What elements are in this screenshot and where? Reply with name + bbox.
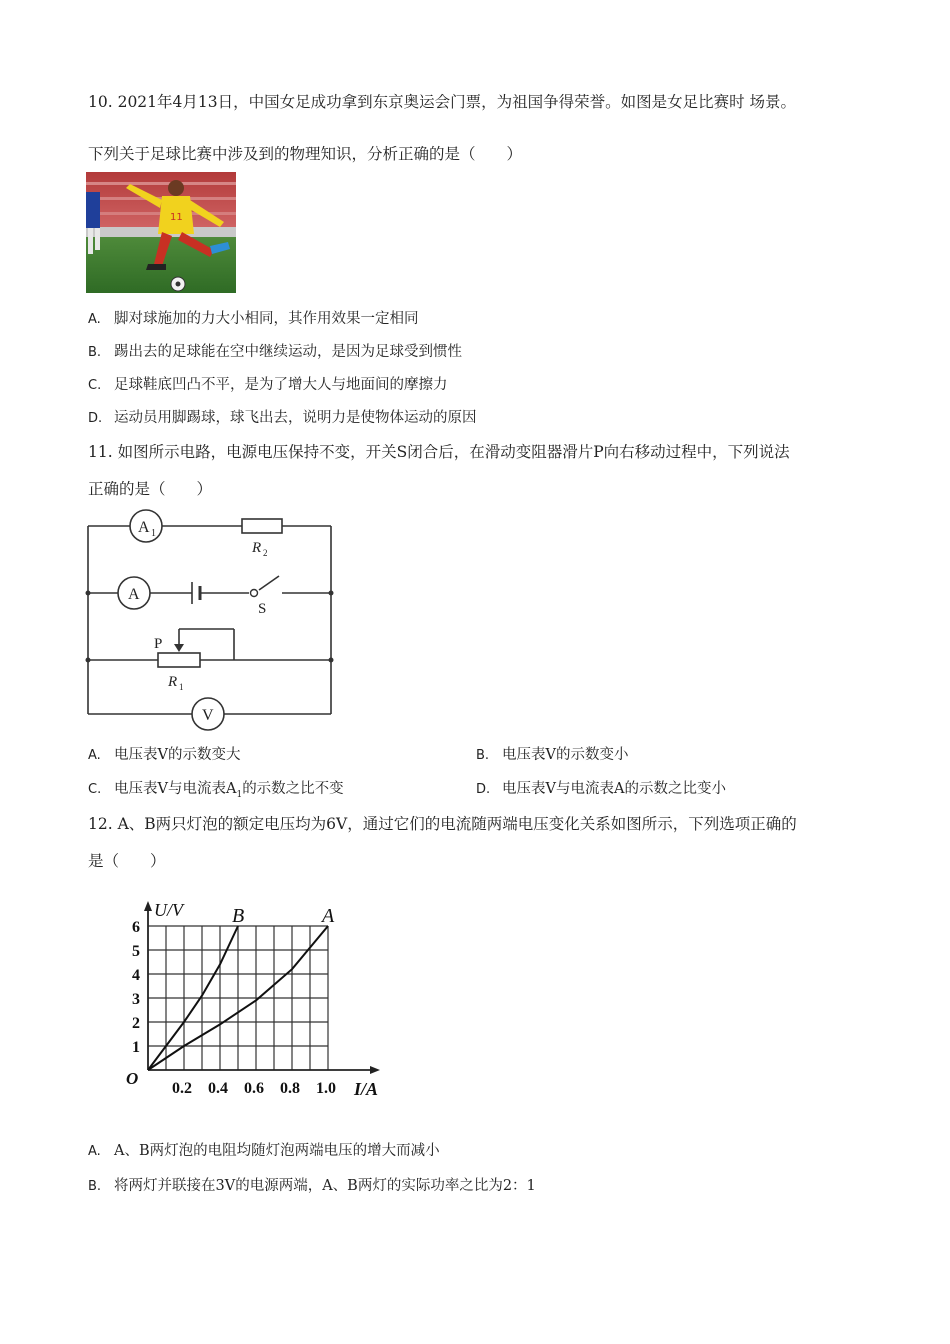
option-label: A. bbox=[88, 1144, 101, 1159]
option-label: B. bbox=[88, 1179, 102, 1194]
y-tick-label: 4 bbox=[132, 967, 140, 984]
option-text: 运动员用脚踢球，球飞出去，说明力是使物体运动的原因 bbox=[114, 410, 477, 426]
option-text: 电压表V的示数变小 bbox=[502, 747, 629, 763]
y-tick-label: 6 bbox=[132, 919, 140, 936]
x-tick-label: 0.6 bbox=[244, 1080, 264, 1097]
x-tick-label: 0.2 bbox=[172, 1080, 192, 1097]
option-text: 踢出去的足球能在空中继续运动，是因为足球受到惯性 bbox=[114, 344, 462, 360]
option-label: B. bbox=[88, 345, 102, 360]
option-label: D. bbox=[88, 411, 103, 426]
iv-graph bbox=[118, 900, 398, 1109]
x-tick-label: 1.0 bbox=[316, 1080, 336, 1097]
q11-stem-line2: 正确的是（ ） bbox=[88, 480, 213, 498]
option-text: A、B两灯泡的电阻均随灯泡两端电压的增大而减小 bbox=[114, 1143, 440, 1159]
y-tick-label: 5 bbox=[132, 943, 140, 960]
q10-option-b[interactable] bbox=[88, 342, 462, 363]
r2-sub: 2 bbox=[263, 548, 268, 558]
y-axis-label: U/V bbox=[154, 900, 183, 920]
voltmeter-v-label: V bbox=[202, 707, 214, 724]
option-label: A. bbox=[88, 312, 101, 327]
option-text: 足球鞋底凹凸不平，是为了增大人与地面间的摩擦力 bbox=[114, 377, 448, 393]
series-label-b: B bbox=[232, 905, 245, 927]
option-text: 电压表V的示数变大 bbox=[114, 747, 241, 763]
option-text: 脚对球施加的力大小相同，其作用效果一定相同 bbox=[114, 311, 419, 327]
ammeter-a-label: A bbox=[128, 586, 140, 603]
r1-sub: 1 bbox=[179, 682, 184, 692]
r1-label: R bbox=[168, 674, 178, 690]
ammeter-a1-label: A bbox=[138, 519, 150, 536]
circuit-diagram bbox=[84, 506, 344, 736]
switch-s-label: S bbox=[258, 601, 267, 617]
q11-option-b[interactable] bbox=[476, 745, 628, 766]
q10-option-a[interactable] bbox=[88, 309, 419, 330]
q11-option-d[interactable] bbox=[476, 779, 726, 800]
option-text-pre: 电压表V与电流表A bbox=[114, 781, 237, 797]
q10-stem-line2: 下列关于足球比赛中涉及到的物理知识，分析正确的是（ ） bbox=[88, 145, 523, 163]
q12-option-b[interactable] bbox=[88, 1176, 536, 1197]
option-label: D. bbox=[476, 782, 491, 797]
y-tick-label: 1 bbox=[132, 1039, 140, 1056]
option-label: A. bbox=[88, 748, 101, 763]
r2-label: R bbox=[252, 540, 262, 556]
q11-option-c[interactable] bbox=[88, 779, 344, 805]
q12-option-a[interactable] bbox=[88, 1141, 440, 1162]
y-tick-label: 2 bbox=[132, 1015, 140, 1032]
origin-label: O bbox=[126, 1069, 139, 1088]
y-tick-label: 3 bbox=[132, 991, 140, 1008]
soccer-photo bbox=[86, 172, 236, 293]
q10-stem-line1: 10. 2021年4月13日，中国女足成功拿到东京奥运会门票，为祖国争得荣誉。如图是女足比赛时 场景。 bbox=[88, 93, 797, 111]
x-tick-label: 0.4 bbox=[208, 1080, 228, 1097]
x-tick-label: 0.8 bbox=[280, 1080, 300, 1097]
ammeter-a1-sub: 1 bbox=[151, 528, 156, 539]
q11-stem-line1: 11. 如图所示电路，电源电压保持不变，开关S闭合后，在滑动变阻器滑片P向右移动过程中，下列说法 bbox=[88, 443, 790, 461]
option-text: 电压表V与电流表A的示数之比变小 bbox=[502, 781, 726, 797]
q12-stem-line2: 是（ ） bbox=[88, 852, 166, 870]
slider-p-label: P bbox=[154, 636, 163, 652]
option-label: B. bbox=[476, 748, 490, 763]
option-text-post: 的示数之比不变 bbox=[242, 781, 344, 797]
q10-option-d[interactable] bbox=[88, 408, 477, 429]
q10-option-c[interactable] bbox=[88, 375, 448, 396]
option-label: C. bbox=[88, 378, 102, 393]
option-text: 将两灯并联接在3V的电源两端，A、B两灯的实际功率之比为2：1 bbox=[114, 1178, 536, 1194]
series-label-a: A bbox=[322, 905, 335, 927]
x-axis-label: I/A bbox=[354, 1079, 379, 1099]
jersey-number: 11 bbox=[170, 212, 183, 223]
resistor-r2 bbox=[242, 519, 282, 533]
option-label: C. bbox=[88, 782, 102, 797]
option-text-sub: 1 bbox=[236, 789, 243, 800]
rheostat-r1 bbox=[158, 653, 200, 667]
q11-option-a[interactable] bbox=[88, 745, 240, 766]
q12-stem-line1: 12. A、B两只灯泡的额定电压均为6V，通过它们的电流随两端电压变化关系如图所示，下列选项正确的 bbox=[88, 815, 797, 833]
